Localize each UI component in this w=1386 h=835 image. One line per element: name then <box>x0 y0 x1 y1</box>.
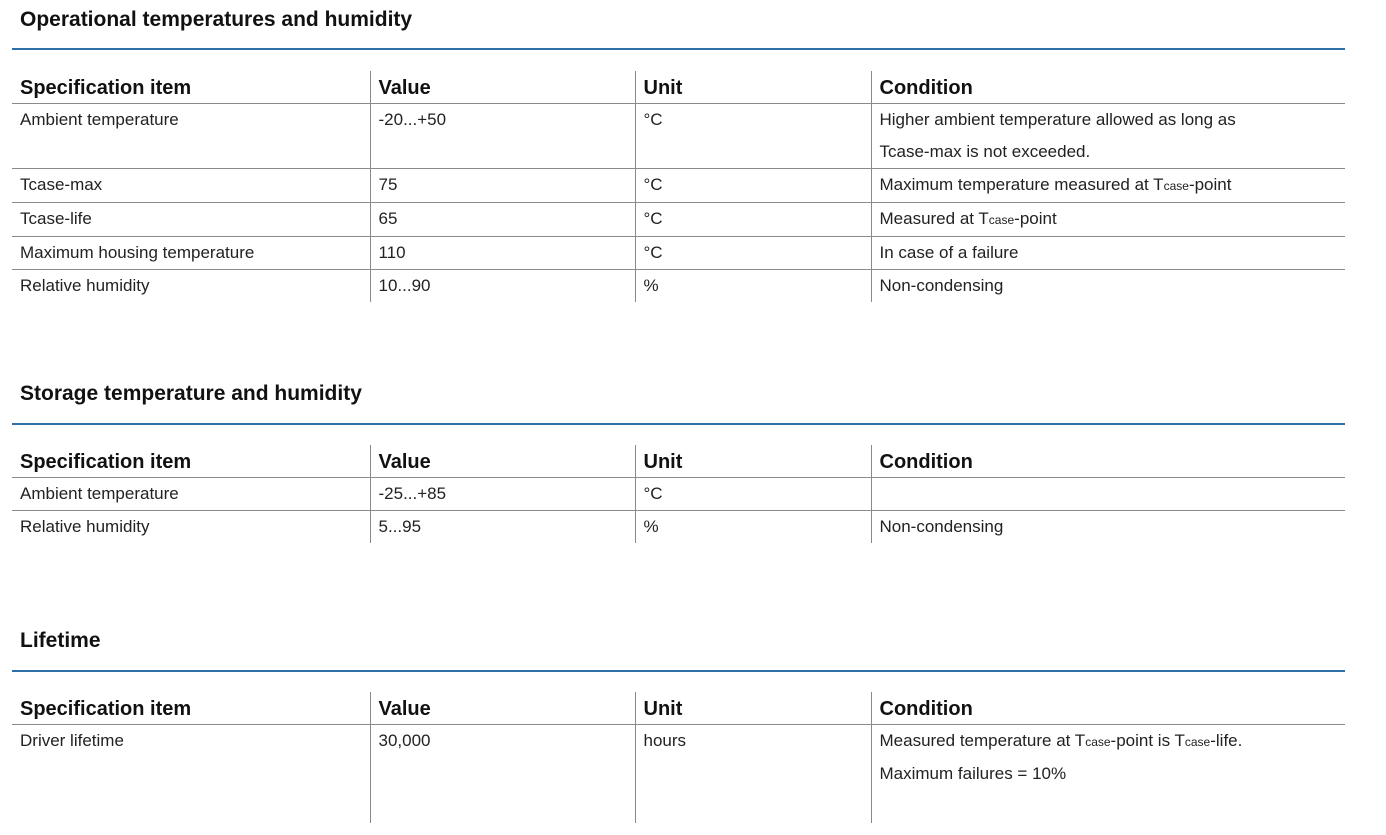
cell-item: Maximum housing temperature <box>12 237 370 270</box>
header-unit: Unit <box>635 445 871 478</box>
table-row <box>12 478 1345 511</box>
storage-title: Storage temperature and humidity <box>20 382 362 405</box>
cell-value: -20...+50 <box>370 104 635 169</box>
table-row <box>12 725 1345 823</box>
cell-item: Ambient temperature <box>12 104 370 169</box>
condition-line: Tcase-max is not exceeded. <box>879 142 1091 161</box>
table-row <box>12 203 1345 237</box>
cell-item: Tcase-max <box>12 169 370 203</box>
cell-unit: % <box>635 270 871 303</box>
lifetime-rule <box>12 670 1345 672</box>
cell-value: 10...90 <box>370 270 635 303</box>
condition-text: -point <box>1014 209 1057 228</box>
lifetime-table <box>12 692 1345 823</box>
table-row <box>12 511 1345 544</box>
cell-value: -25...+85 <box>370 478 635 511</box>
header-unit: Unit <box>635 71 871 104</box>
table-row <box>12 169 1345 203</box>
condition-text: -life. <box>1210 731 1243 750</box>
header-spec-item: Specification item <box>12 445 370 478</box>
cell-unit: °C <box>635 104 871 169</box>
cell-condition <box>871 169 1345 203</box>
operational-title: Operational temperatures and humidity <box>20 8 413 31</box>
header-value: Value <box>370 692 635 725</box>
cell-condition: Non-condensing <box>871 270 1345 303</box>
table-header-row <box>12 71 1345 104</box>
cell-unit: °C <box>635 478 871 511</box>
condition-text: -point is T <box>1110 731 1185 750</box>
condition-text: Maximum temperature measured at T <box>879 175 1164 194</box>
cell-item: Relative humidity <box>20 276 150 295</box>
cell-unit: hours <box>635 725 871 823</box>
cell-value: 5...95 <box>370 511 635 544</box>
header-unit: Unit <box>635 692 871 725</box>
condition-subscript: case <box>988 213 1015 227</box>
cell-value: 30,000 <box>370 725 635 823</box>
operational-table <box>12 71 1345 302</box>
cell-item: Relative humidity <box>20 517 150 536</box>
cell-value: 65 <box>370 203 635 237</box>
cell-item: Driver lifetime <box>20 731 124 750</box>
cell-value: 75 <box>370 169 635 203</box>
cell-item: Ambient temperature <box>12 478 370 511</box>
table-header-row <box>12 692 1345 725</box>
operational-rule <box>12 48 1345 50</box>
condition-text: Measured at T <box>879 209 989 228</box>
condition-text: -point <box>1188 175 1232 194</box>
table-header-row <box>12 445 1345 478</box>
lifetime-title: Lifetime <box>20 629 101 652</box>
header-condition: Condition <box>871 71 1345 104</box>
condition-line <box>880 725 1346 758</box>
table-row <box>12 104 1345 169</box>
cell-unit: °C <box>635 237 871 270</box>
header-spec-item: Specification item <box>12 692 370 725</box>
cell-condition <box>871 478 1345 511</box>
cell-unit: % <box>635 511 871 544</box>
condition-subscript: case <box>1085 735 1111 749</box>
condition-line: Maximum failures = 10% <box>879 764 1067 783</box>
header-value: Value <box>370 71 635 104</box>
table-row <box>12 237 1345 270</box>
condition-subscript: case <box>1184 735 1211 749</box>
cell-unit: °C <box>635 203 871 237</box>
condition-subscript: case <box>1163 179 1189 193</box>
cell-condition <box>871 725 1345 823</box>
header-spec-item: Specification item <box>12 71 370 104</box>
storage-table <box>12 445 1345 543</box>
header-value: Value <box>370 445 635 478</box>
cell-value: 110 <box>370 237 635 270</box>
storage-rule <box>12 423 1345 425</box>
cell-condition <box>871 203 1345 237</box>
header-condition: Condition <box>871 692 1345 725</box>
cell-condition <box>871 104 1345 169</box>
cell-condition: Non-condensing <box>871 511 1345 544</box>
table-row <box>12 270 1345 303</box>
header-condition: Condition <box>871 445 1345 478</box>
cell-unit: °C <box>635 169 871 203</box>
condition-line: Higher ambient temperature allowed as long as <box>879 110 1236 129</box>
condition-text: Measured temperature at T <box>879 731 1086 750</box>
cell-item: Tcase-life <box>12 203 370 237</box>
cell-condition: In case of a failure <box>871 237 1345 270</box>
